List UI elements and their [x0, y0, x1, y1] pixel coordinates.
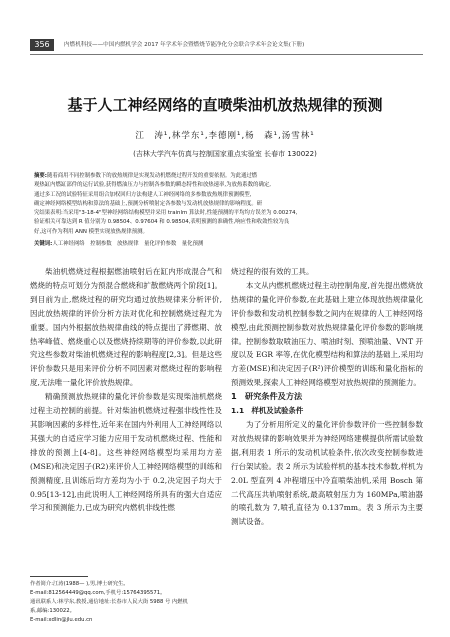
body-paragraph: 为了分析用所定义的量化评价参数评价一些控制参数对放热规律的影响效果并为神经网络建模提供所需试验数据,利用表 1 所示的发动机试验条件,依次改变控制参数进行台架试验。表 2 所示为试验样机的基本技术参数,样机为 2.0L 型直列 4 冲程增压中冷直喷柴油机,采用 Bosch 第二代高压共轨喷射系统,最高喷射压力为 160MPa,喷油器的喷孔数为 7,喷孔直径为 0.137mm。表 3 所示为主要测试设备。	[231, 419, 423, 527]
header-rule	[30, 54, 423, 55]
authors: 江 涛¹,林学东¹,李德刚¹,杨 森¹,汤雪林¹	[135, 131, 315, 141]
subsection-heading: 1.1 样机及试验条件	[231, 406, 304, 416]
page-number: 356	[30, 39, 54, 51]
body-paragraph: 柴油机燃烧过程根据燃油喷射后在缸内形成混合气和燃烧的特点可划分为预混合燃烧和扩散燃烧两个阶段[1]。到目前为止,燃烧过程的研究均通过放热规律来分析评价,因此放热规律的评价分析方法对优化和控制燃烧过程尤为重要。国内外根据放热规律曲线的特点提出了滞燃期、放热率峰值、燃烧重心以及燃烧持续期等的评价参数,以此研究这些参数对柴油机燃烧过程的影响程度[2,3]。但是这些评价参数只是用来评价分析不同因素对燃烧过程的影响程度,无法唯一量化评价放热规律。	[30, 267, 222, 388]
abstract-line: 究结果表明:当采用"3-18-4"型神经网络结构模型并采用 trainlm 算法时,性能预测的平均均方误差为 0.00274,	[34, 210, 298, 217]
affiliation: (吉林大学汽车仿真与控制国家重点实验室 长春市 130022)	[133, 150, 317, 158]
footnote-line: E-mail:xdlin@jlu.edu.cn	[30, 617, 93, 623]
abstract-line: 好,这可作为利用 ANN 模型实现放热规律预测。	[34, 228, 148, 235]
keywords	[34, 239, 420, 247]
body-paragraph: 烧过程的很有效的工具。	[231, 267, 314, 276]
keywords-text: 人工神经网络 控制参数 放热规律 量化评价参数 量化预测	[52, 241, 204, 247]
footnote-line: 作者简介:江涛(1988— ),男,博士研究生。	[30, 581, 129, 587]
footnote-line: 系,邮编:130022。	[30, 608, 75, 614]
body-paragraph: 本文从内燃机燃烧过程主动控制角度,首先提出燃烧放热规律的量化评价参数,在此基础上建立体现放热规律量化评价参数和发动机控制参数之间内在规律的人工神经网络模型,由此预测控制参数对放热规律量化评价参数的影响规律。控制参数取喷油压力、喷油时刻、预喷油量、VNT 开度以及 EGR 率等,在优化模型结构和算法的基础上,采用均方差(MSE)和决定因子(R²)评价模型的训练和量化指标的预测效果,探索人工神经网络模型对放热规律的预测能力。	[231, 280, 423, 388]
paper-title: 基于人工神经网络的直喷柴油机放热规律的预测	[67, 96, 383, 114]
footnote-line: 通讯联系人:林学东,教授,通信地址:长春市人民大街 5988 号 内燃机	[30, 599, 188, 605]
abstract-line: 随着商用不同控制参数下的放热规律是实现发动机燃烧过程开发的重要依据。为此通过燃	[46, 173, 258, 179]
abstract-line: 通过多工况的试验特征采用组合加权回归方法构建人工神经网络的多参数放热规律预测模型,	[34, 191, 252, 198]
abstract-line: 观热缸内燃缸部件的运行试验,获得燃油压力与控制各参数的瞬态特性和放热速率,为放热系数的确定,	[34, 182, 271, 189]
body-paragraph: 精确预测放热规律的量化评价参数是实现柴油机燃烧过程主动控制的前提。针对柴油机燃烧过程强非线性性及其影响因素的多样性,近年来在国内外利用人工神经网络以其强大的自适应学习能力应用于发动机燃烧过程、性能和排放的预测上[4-8]。这些神经网络模型均采用均方差(MSE)和决定因子(R2)来评价人工神经网络模型的训练和预测精度,且训练后均方差均为小于 0.2,决定因子均大于 0.95[13-12],由此说明人工神经网络所具有的强大自适应学习和预测能力,已成为研究内燃机非线性燃	[30, 392, 222, 513]
page-header	[30, 39, 423, 53]
keywords-label: 关键词:	[34, 241, 53, 247]
footnote-rule	[30, 576, 88, 577]
section-heading: 1 研究条件及方法	[231, 391, 303, 402]
abstract-label: 摘要:	[34, 173, 47, 179]
abstract-line: 验证相关可靠达到 R 值分别为 0.98504、0.97604 和 0.98504,表明预测的准确性,响应性和收敛性较为良	[34, 219, 290, 226]
right-column	[231, 265, 423, 529]
abstract	[34, 172, 420, 237]
abstract-line: 确定神经网络模型结构和算法的基础上,预测分析喷射定各参数与发动机放热规律的影响程度。研	[34, 200, 263, 207]
footnote-line: E-mail:812564449@qq.com,手机号:15764395571。	[30, 590, 166, 596]
left-column	[30, 265, 222, 515]
running-head: 内燃机科技——中国内燃机学会 2017 年学术年会暨燃烧节能净化分会联合学术年会论文集(下册)	[64, 42, 305, 48]
